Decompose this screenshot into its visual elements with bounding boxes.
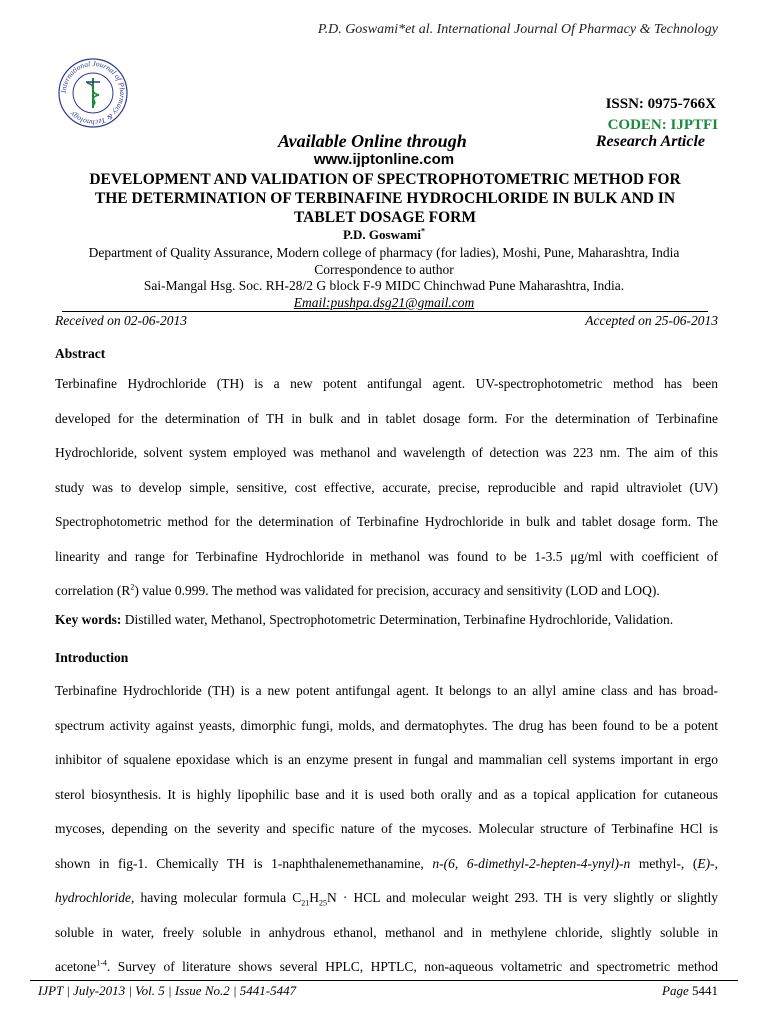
article-type: Research Article <box>595 133 705 150</box>
author-mark: * <box>420 226 425 236</box>
intro-line: inhibitor of squalene epoxidase which is an enzyme present in fungal and mammalian cell systems important in ergo <box>55 752 718 767</box>
running-head: P.D. Goswami*et al. International Journal Of Pharmacy & Technology <box>317 22 718 37</box>
keywords-text: Distilled water, Methanol, Spectrophotometric Determination, Terbinafine Hydrochloride, Validation. <box>121 612 674 627</box>
author-name: P.D. Goswami <box>343 227 421 242</box>
footer-divider <box>30 980 738 981</box>
author <box>0 227 768 243</box>
intro-line: soluble in water, freely soluble in anhydrous ethanol, methanol and in methylene chloride, slightly soluble in <box>55 924 718 940</box>
footer-citation: IJPT | July-2013 | Vol. 5 | Issue No.2 | 5441-5447 <box>38 983 297 998</box>
page-footer <box>38 983 718 999</box>
abstract-body <box>55 367 718 609</box>
abstract-heading: Abstract <box>55 346 106 361</box>
intro-line: shown in fig-1. Chemically TH is 1-naphthalenemethanamine, n-(6, 6-dimethyl-2-hepten-4-ynyl)-n methyl-, (E)-, <box>55 855 718 871</box>
intro-line: sterol biosynthesis. It is highly lipophilic base and it is used both orally and as a topical application for cutaneous <box>55 786 718 802</box>
title-line: THE DETERMINATION OF TERBINAFINE HYDROCHLORIDE IN BULK AND IN <box>94 190 676 207</box>
affiliation: Department of Quality Assurance, Modern college of pharmacy (for ladies), Moshi, Pune, Maharashtra, India <box>88 245 680 260</box>
journal-logo <box>56 56 130 130</box>
abstract-line: Spectrophotometric method for the determination of Terbinafine Hydrochloride in bulk and tablet dosage form. The <box>55 514 718 529</box>
introduction-heading: Introduction <box>55 650 129 665</box>
abstract-line: developed for the determination of TH in bulk and in tablet dosage form. For the determination of Terbinafine <box>55 410 718 426</box>
coden: CODEN: IJPTFI <box>607 117 718 133</box>
issn: ISSN: 0975-766X <box>605 96 716 112</box>
title-line: DEVELOPMENT AND VALIDATION OF SPECTROPHOTOMETRIC METHOD FOR <box>89 171 681 188</box>
available-online: Available Online through <box>278 131 467 151</box>
correspondence: Correspondence to author <box>314 262 454 277</box>
email-line <box>0 295 768 311</box>
abstract-line: Terbinafine Hydrochloride (TH) is a new potent antifungal agent. UV-spectrophotometric method has been <box>55 376 718 391</box>
address: Sai-Mangal Hsg. Soc. RH-28/2 G block F-9 MIDC Chinchwad Pune Maharashtra, India. <box>143 278 625 293</box>
abstract-line: Hydrochloride, solvent system employed was methanol and wavelength of detection was 223 nm. The aim of this <box>55 445 718 460</box>
header-divider <box>62 311 708 312</box>
intro-line: hydrochloride, having molecular formula $C_{21}H_{25}N$ · HCL and molecular weight 293. TH is very slightly or slightly <box>55 890 718 908</box>
title-line: TABLET DOSAGE FORM <box>293 209 476 226</box>
keywords-label: Key words: <box>55 612 122 627</box>
introduction-body <box>55 674 718 985</box>
intro-line: acetone$^{1-4}$. Survey of literature shows several HPLC, HPTLC, non-aqueous voltametric and spectrometric method <box>55 958 718 974</box>
article-title <box>40 170 730 227</box>
intro-line: Terbinafine Hydrochloride (TH) is a new potent antifungal agent. It belongs to an allyl amine class and has broad- <box>55 683 718 698</box>
keywords <box>55 612 718 628</box>
email-link[interactable]: Email:pushpa.dsg21@gmail.com <box>293 295 475 310</box>
intro-line: mycoses, depending on the severity and specific nature of the mycoses. Molecular structure of Terbinafine HCl is <box>55 821 718 836</box>
received-date: Received on 02-06-2013 <box>55 313 187 328</box>
page-number: Page 5441 <box>662 983 718 998</box>
journal-website[interactable]: www.ijptonline.com <box>313 151 455 168</box>
svg-text:International Journal of Pharm: International Journal of Pharmacy & Technology <box>58 58 128 128</box>
intro-line: spectrum activity against yeasts, dimorphic fungi, molds, and dermatophytes. The drug has been found to be a potent <box>55 717 718 733</box>
dates <box>55 313 718 329</box>
abstract-line: correlation $(R^2)$ value 0.999. The method was validated for precision, accuracy and sensitivity (LOD and LOQ). <box>55 582 660 598</box>
accepted-date: Accepted on 25-06-2013 <box>585 313 718 328</box>
abstract-line: linearity and range for Terbinafine Hydrochloride in methanol was found to be 1-3.5 μg/ml with coefficient of <box>55 548 718 564</box>
abstract-line: study was to develop simple, sensitive, cost effective, accurate, precise, reproducible and rapid ultraviolet (UV) <box>55 479 718 495</box>
